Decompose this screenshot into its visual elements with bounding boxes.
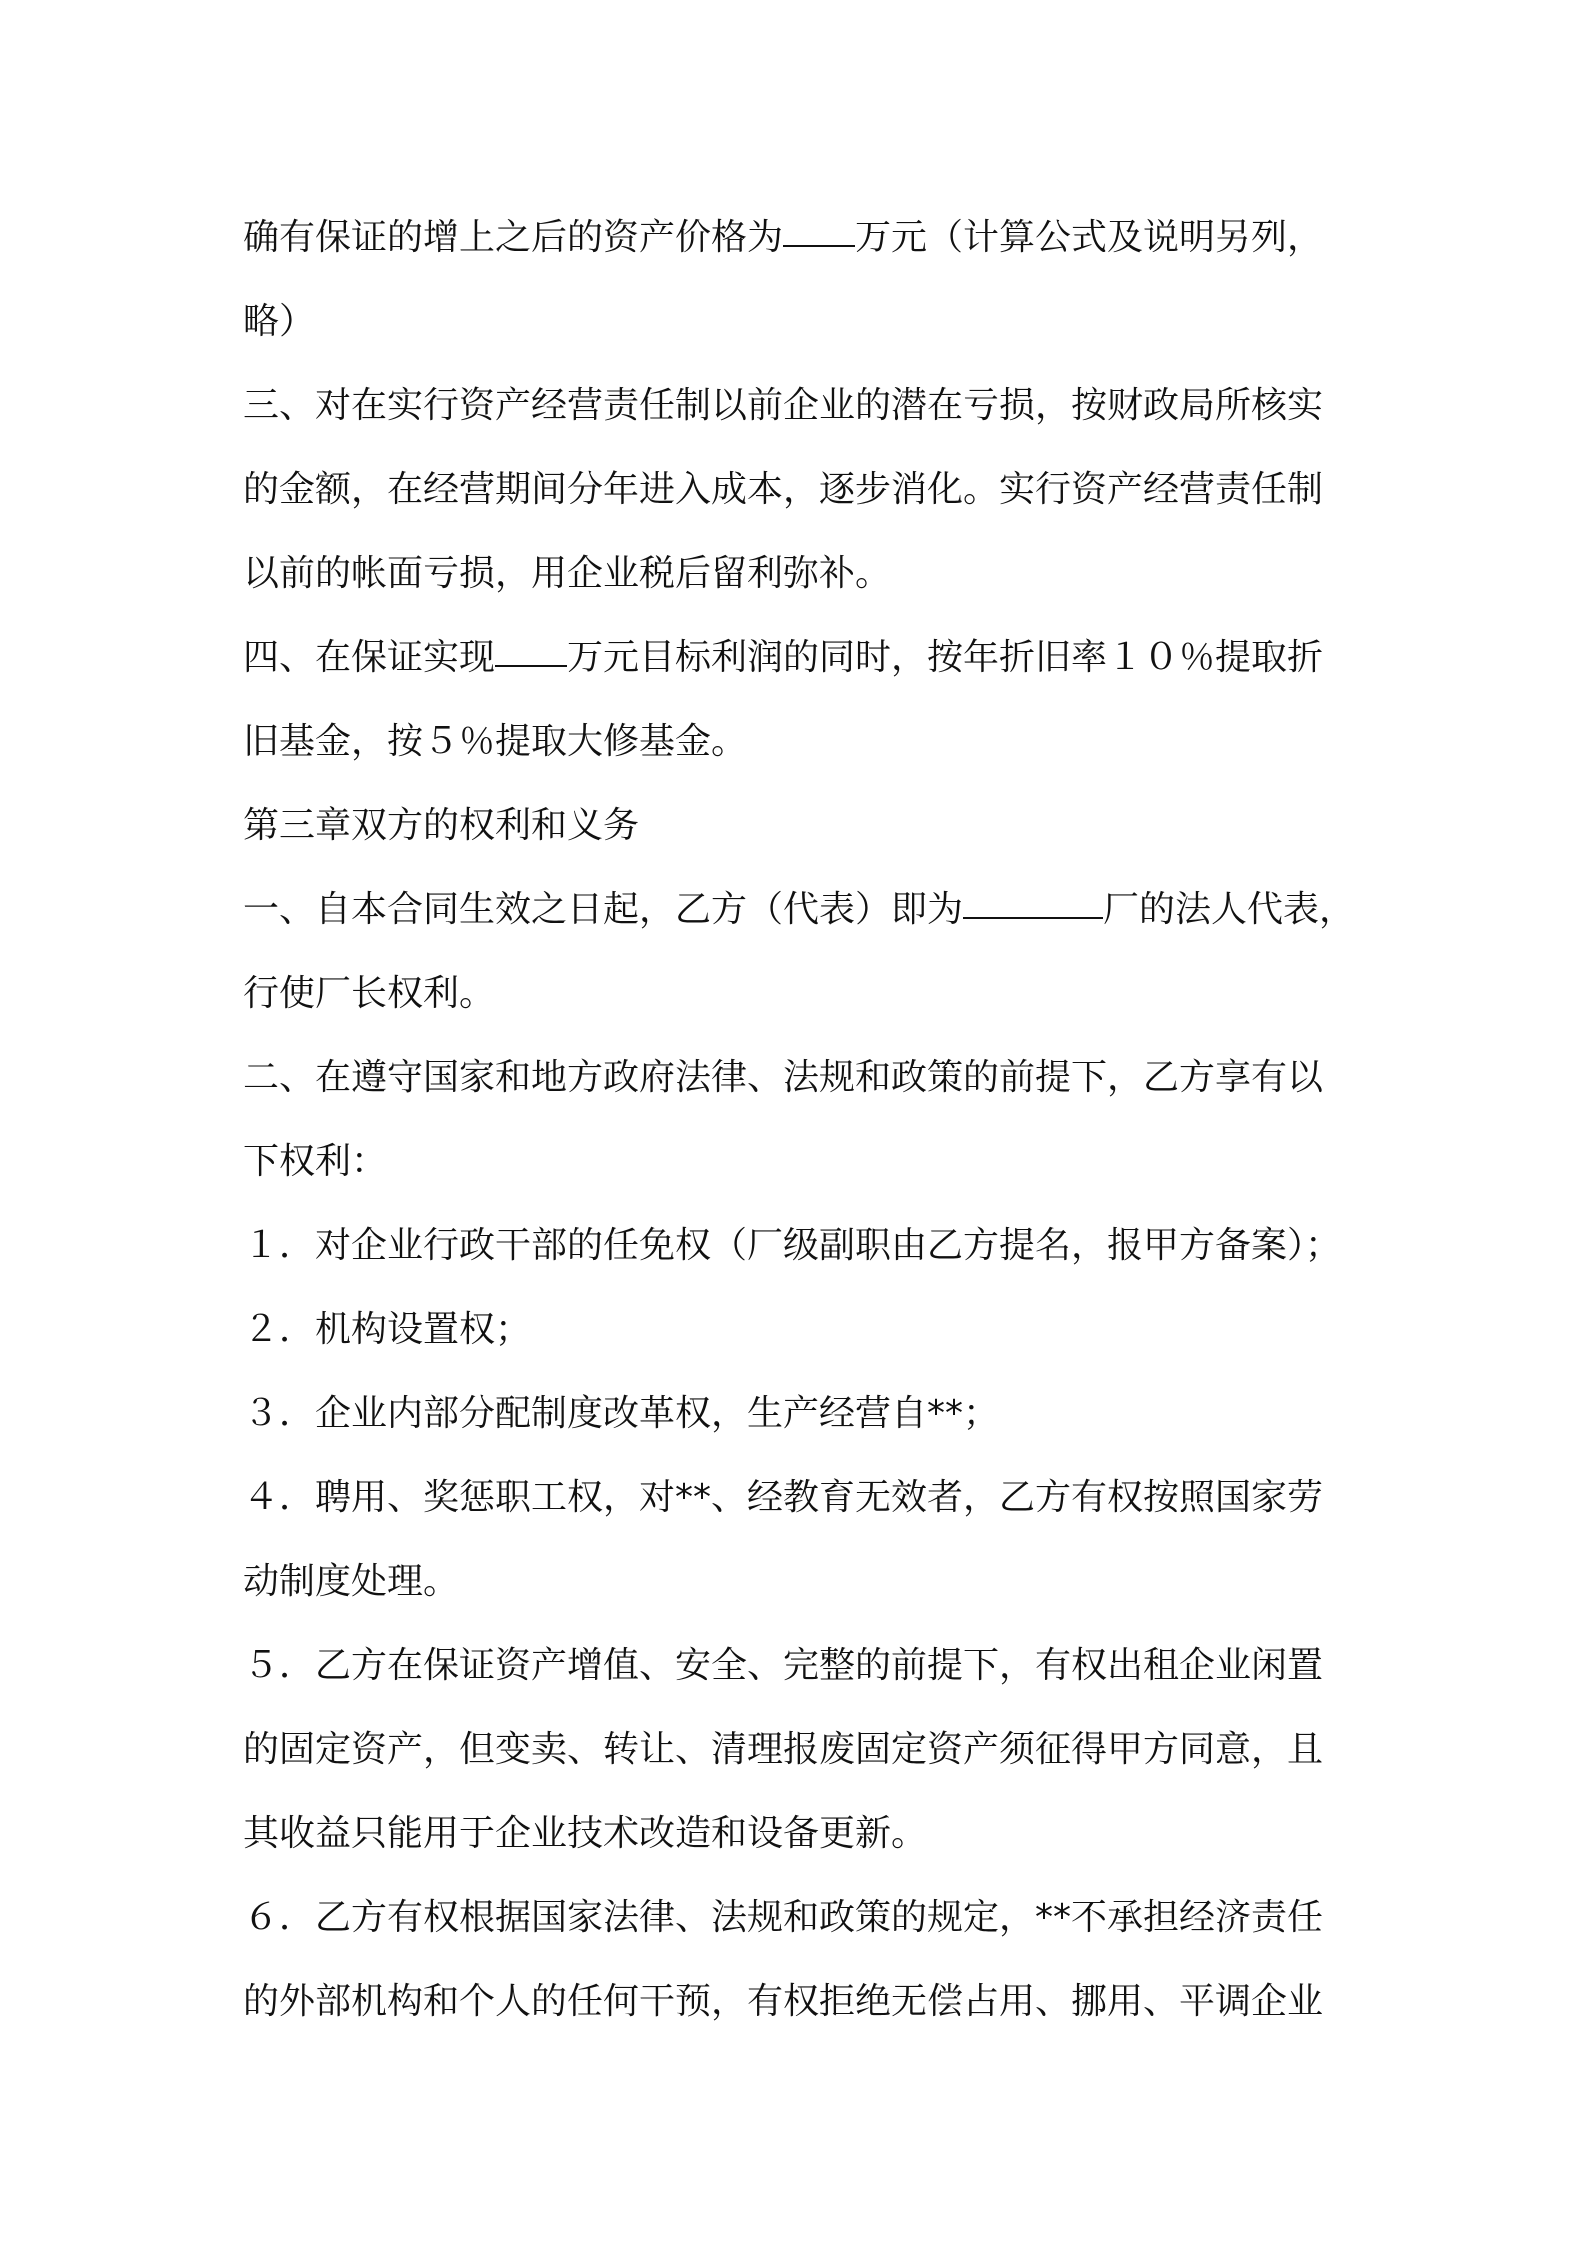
list-item: ６．乙方有权根据国家法律、法规和政策的规定，**不承担经济责任 — [243, 1897, 1324, 1938]
text-line: 行使厂长权利。 — [243, 973, 496, 1014]
text-line: 其收益只能用于企业技术改造和设备更新。 — [243, 1813, 928, 1854]
text-line: 旧基金，按５％提取大修基金。 — [243, 721, 748, 762]
text-line: 四、在保证实现 万元目标利润的同时，按年折旧率１０％提取折 — [243, 616, 1363, 700]
list-item: ２．机构设置权； — [243, 1309, 532, 1350]
fill-in-blank — [783, 197, 855, 247]
text-line: 的固定资产，但变卖、转让、清理报废固定资产须征得甲方同意，且 — [243, 1729, 1324, 1770]
text-line: 一、自本合同生效之日起，乙方（代表）即为 厂的法人代表， — [243, 868, 1363, 952]
list-item: ３．企业内部分配制度改革权，生产经营自**； — [243, 1393, 1000, 1434]
fill-in-blank — [495, 617, 567, 667]
text-line: 的外部机构和个人的任何干预，有权拒绝无偿占用、挪用、平调企业 — [243, 1981, 1324, 2022]
list-item: １．对企业行政干部的任免权（厂级副职由乙方提名，报甲方备案）； — [243, 1225, 1342, 1266]
list-item: ５．乙方在保证资产增值、安全、完整的前提下，有权出租企业闲置 — [243, 1645, 1324, 1686]
text-line: 动制度处理。 — [243, 1561, 460, 1602]
chapter-heading: 第三章双方的权利和义务 — [243, 805, 640, 846]
list-item: ４．聘用、奖惩职工权，对**、经教育无效者，乙方有权按照国家劳 — [243, 1477, 1324, 1518]
text-line: 二、在遵守国家和地方政府法律、法规和政策的前提下，乙方享有以 — [243, 1057, 1324, 1098]
text-line: 略） — [243, 301, 316, 342]
text-line: 的金额，在经营期间分年进入成本，逐步消化。实行资产经营责任制 — [243, 469, 1324, 510]
text-line: 以前的帐面亏损，用企业税后留利弥补。 — [243, 553, 892, 594]
text-line: 下权利： — [243, 1141, 388, 1182]
text-line: 确有保证的增上之后的资产价格为 万元（计算公式及说明另列， — [243, 196, 1363, 280]
text-line: 三、对在实行资产经营责任制以前企业的潜在亏损，按财政局所核实 — [243, 385, 1324, 426]
document-body — [243, 196, 1363, 2044]
fill-in-blank — [963, 869, 1103, 919]
